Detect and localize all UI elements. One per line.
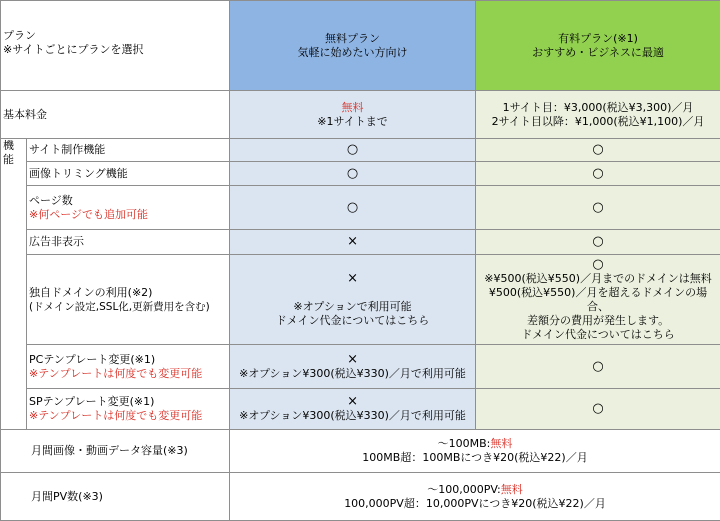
sp-template-note: ※テンプレートは何度でも変更可能: [29, 409, 227, 423]
domain-paid: [476, 255, 720, 345]
plan-corner-note: ※サイトごとにプランを選択: [3, 43, 227, 57]
pv-free-tier-price: 無料: [501, 483, 523, 496]
plan-corner-title: プラン: [3, 29, 227, 43]
sp-template-label: SPテンプレート変更(※1): [29, 395, 227, 409]
unavailable-icon: ×: [232, 272, 473, 286]
storage-row: [1, 430, 720, 473]
pc-template-paid: [476, 345, 720, 389]
pages-paid: [476, 186, 720, 230]
pv-value: [230, 473, 720, 521]
pc-template-free-option: ※オプション¥300(税込¥330)／月で利用可能: [232, 367, 473, 381]
domain-paid-line3: 差額分の費用が発生します。: [478, 314, 718, 328]
basic-fee-paid: [476, 91, 720, 139]
ads-label: 広告非表示: [27, 230, 230, 255]
ads-row: [1, 230, 720, 255]
ads-free: [230, 230, 476, 255]
sp-template-label-cell: [27, 389, 230, 430]
basic-fee-free-note: ※1サイトまで: [232, 115, 473, 129]
basic-fee-label: 基本料金: [1, 91, 230, 139]
sp-template-free: [230, 389, 476, 430]
plan-corner-cell: [1, 1, 230, 91]
pages-row: [1, 186, 720, 230]
sp-template-free-option: ※オプション¥300(税込¥330)／月で利用可能: [232, 409, 473, 423]
basic-fee-paid-first: 1サイト目：¥3,000(税込¥3,300)／月: [478, 101, 718, 115]
domain-free-price-link[interactable]: ドメイン代金についてはこちら: [232, 314, 473, 328]
pv-label: 月間PV数(※3): [1, 473, 230, 521]
site-creation-label: サイト制作機能: [27, 139, 230, 162]
available-icon: ○: [478, 258, 718, 272]
available-icon: ○: [347, 166, 358, 181]
site-creation-free: [230, 139, 476, 162]
image-trim-paid: [476, 162, 720, 186]
storage-label: 月間画像・動画データ容量(※3): [1, 430, 230, 473]
available-icon: ○: [592, 142, 603, 157]
pages-note: ※何ページでも追加可能: [29, 208, 227, 222]
basic-fee-free: [230, 91, 476, 139]
pc-template-row: [1, 345, 720, 389]
image-trim-label: 画像トリミング機能: [27, 162, 230, 186]
free-plan-name: 無料プラン: [232, 32, 473, 46]
available-icon: ○: [347, 142, 358, 157]
domain-free: [230, 255, 476, 345]
unavailable-icon: ×: [347, 234, 358, 249]
site-creation-paid: [476, 139, 720, 162]
paid-plan-header: [476, 1, 720, 91]
storage-free-tier-range: ～100MB:: [438, 437, 491, 450]
pv-free-tier: [232, 483, 718, 497]
pc-template-note: ※テンプレートは何度でも変更可能: [29, 367, 227, 381]
sp-template-paid: [476, 389, 720, 430]
storage-free-tier: [232, 437, 718, 451]
domain-label-cell: [27, 255, 230, 345]
pv-free-tier-range: ～100,000PV:: [427, 483, 500, 496]
free-plan-header: [230, 1, 476, 91]
header-row: [1, 1, 720, 91]
domain-label: 独自ドメインの利用(※2): [29, 286, 227, 300]
available-icon: ○: [592, 401, 603, 416]
storage-free-tier-price: 無料: [490, 437, 512, 450]
domain-free-option: ※オプションで利用可能: [232, 300, 473, 314]
free-plan-desc: 気軽に始めたい方向け: [232, 46, 473, 60]
spacer: [232, 286, 473, 300]
pv-overage: 100,000PV超：10,000PVにつき¥20(税込¥22)／月: [232, 497, 718, 511]
image-trim-row: [1, 162, 720, 186]
basic-fee-paid-second: 2サイト目以降：¥1,000(税込¥1,100)／月: [478, 115, 718, 129]
storage-overage: 100MB超：100MBにつき¥20(税込¥22)／月: [232, 451, 718, 465]
pages-free: [230, 186, 476, 230]
features-group-label: 機能: [1, 139, 27, 430]
basic-fee-free-price: 無料: [232, 101, 473, 115]
image-trim-free: [230, 162, 476, 186]
pc-template-label-cell: [27, 345, 230, 389]
domain-paid-line2: ¥500(税込¥550)／月を超えるドメインの場合、: [478, 286, 718, 314]
pages-label-cell: [27, 186, 230, 230]
domain-sub-label: (ドメイン設定,SSL化,更新費用を含む): [29, 300, 227, 314]
domain-row: [1, 255, 720, 345]
available-icon: ○: [592, 359, 603, 374]
basic-fee-row: [1, 91, 720, 139]
unavailable-icon: ×: [232, 395, 473, 409]
available-icon: ○: [592, 166, 603, 181]
paid-plan-desc: おすすめ・ビジネスに最適: [478, 46, 718, 60]
site-creation-row: [1, 139, 720, 162]
available-icon: ○: [592, 200, 603, 215]
ads-paid: [476, 230, 720, 255]
pv-row: [1, 473, 720, 521]
domain-paid-price-link[interactable]: ドメイン代金についてはこちら: [478, 328, 718, 342]
pc-template-label: PCテンプレート変更(※1): [29, 353, 227, 367]
available-icon: ○: [592, 234, 603, 249]
available-icon: ○: [347, 200, 358, 215]
storage-value: [230, 430, 720, 473]
pages-label: ページ数: [29, 194, 227, 208]
domain-paid-line1: ※¥500(税込¥550)／月までのドメインは無料: [478, 272, 718, 286]
unavailable-icon: ×: [232, 353, 473, 367]
paid-plan-name: 有料プラン(※1): [478, 32, 718, 46]
sp-template-row: [1, 389, 720, 430]
pc-template-free: [230, 345, 476, 389]
